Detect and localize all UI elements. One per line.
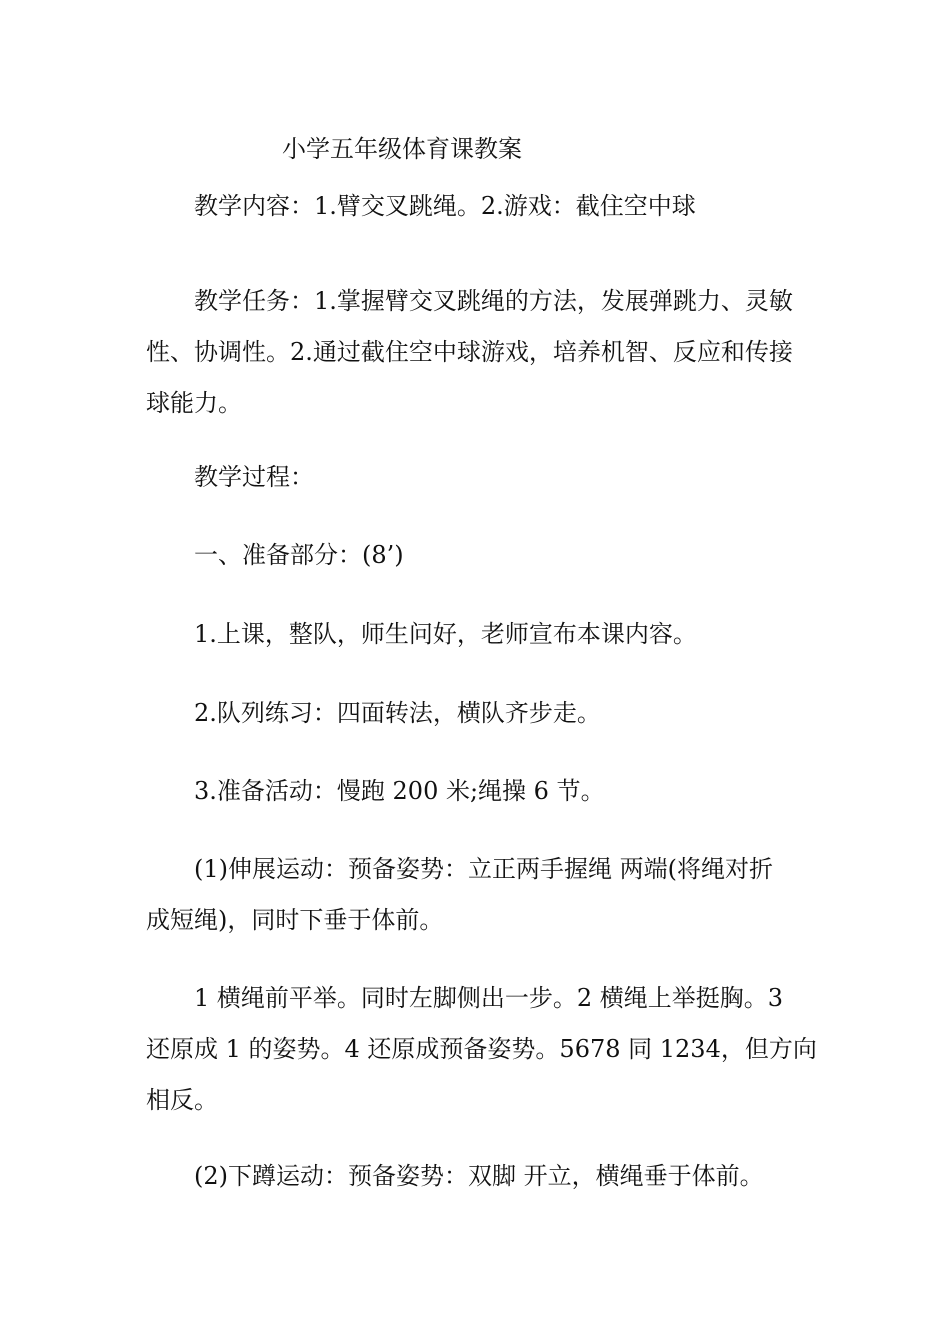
paragraph-line: 1 横绳前平举。同时左脚侧出一步。2 横绳上举挺胸。3 <box>194 984 784 1012</box>
paragraph-line: 球能力。 <box>146 389 242 417</box>
paragraph-line: (2)下蹲运动：预备姿势：双脚 开立，横绳垂于体前。 <box>194 1162 764 1190</box>
stretch-steps-paragraph <box>146 973 817 1126</box>
paragraph-line: 性、协调性。2.通过截住空中球游戏，培养机智、反应和传接 <box>146 338 793 366</box>
paragraph-line: 1.上课，整队，师生问好，老师宣布本课内容。 <box>194 620 697 648</box>
paragraph-line: 成短绳)，同时下垂于体前。 <box>146 906 444 934</box>
paragraph-line: 2.队列练习：四面转法，横队齐步走。 <box>194 699 601 727</box>
paragraph-line: 一、准备部分：(8’) <box>194 541 404 569</box>
paragraph-line: 还原成 1 的姿势。4 还原成预备姿势。5678 同 1234，但方向 <box>146 1035 817 1063</box>
teaching-task-paragraph <box>146 276 808 429</box>
stretch-exercise-paragraph <box>146 844 808 946</box>
step-3-paragraph <box>146 766 808 817</box>
step-1-paragraph <box>146 609 808 660</box>
paragraph-line: (1)伸展运动：预备姿势：立正两手握绳 两端(将绳对折 <box>194 855 773 883</box>
paragraph-line: 3.准备活动：慢跑 200 米;绳操 6 节。 <box>194 777 605 805</box>
paragraph-line: 相反。 <box>146 1086 218 1114</box>
squat-exercise-paragraph <box>146 1151 808 1202</box>
step-2-paragraph <box>146 688 808 739</box>
teaching-content-paragraph <box>146 181 808 232</box>
paragraph-line: 教学内容：1.臂交叉跳绳。2.游戏：截住空中球 <box>194 192 696 220</box>
paragraph-line: 教学过程： <box>194 463 314 491</box>
page-title: 小学五年级体育课教案 <box>282 135 522 163</box>
teaching-process-heading <box>146 452 808 503</box>
preparation-section-heading <box>146 530 808 581</box>
paragraph-line: 教学任务：1.掌握臂交叉跳绳的方法，发展弹跳力、灵敏 <box>194 287 793 315</box>
